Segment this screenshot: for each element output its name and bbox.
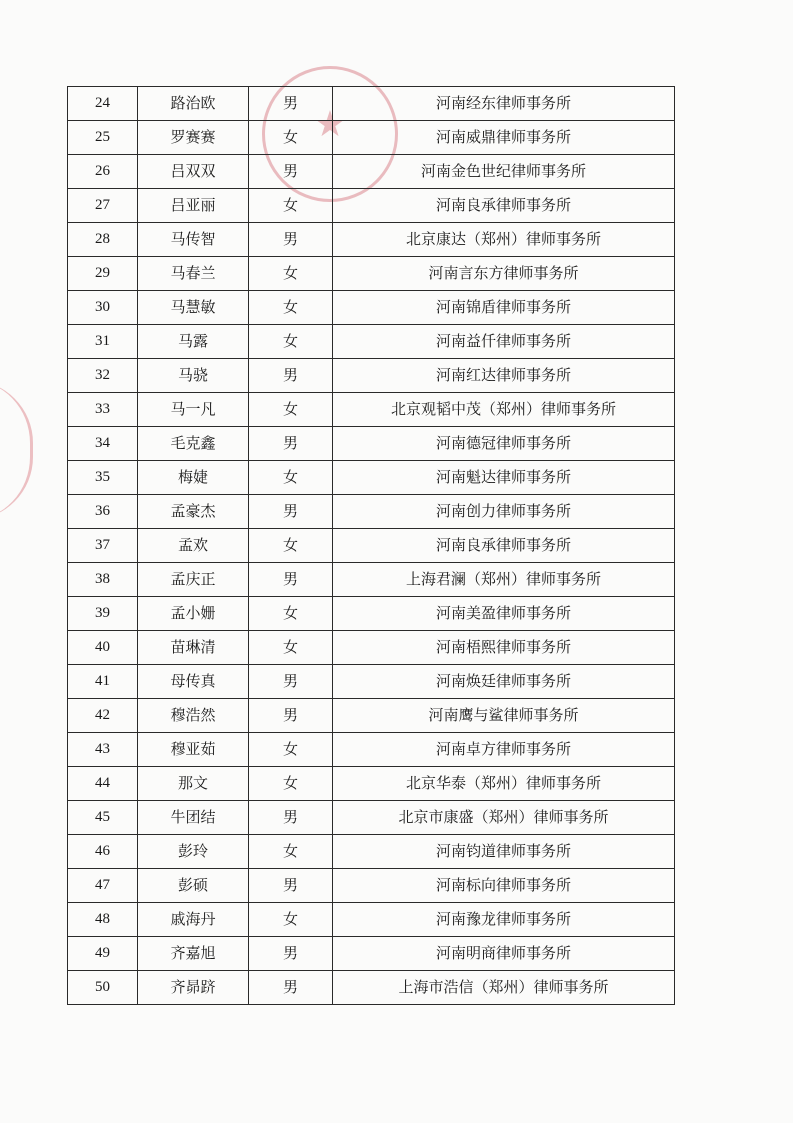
gender-cell: 男 <box>249 427 333 461</box>
row-number-cell: 48 <box>68 903 138 937</box>
table-row <box>68 801 675 835</box>
table-row <box>68 971 675 1005</box>
gender-cell: 男 <box>249 563 333 597</box>
row-number-cell: 42 <box>68 699 138 733</box>
gender-cell: 女 <box>249 631 333 665</box>
name-cell: 穆浩然 <box>138 699 249 733</box>
row-number-cell: 41 <box>68 665 138 699</box>
table-row <box>68 767 675 801</box>
name-cell: 彭玲 <box>138 835 249 869</box>
name-cell: 吕双双 <box>138 155 249 189</box>
law-firm-cell: 河南锦盾律师事务所 <box>333 291 675 325</box>
name-cell: 戚海丹 <box>138 903 249 937</box>
gender-cell: 男 <box>249 801 333 835</box>
table-row <box>68 529 675 563</box>
name-cell: 马慧敏 <box>138 291 249 325</box>
gender-cell: 男 <box>249 87 333 121</box>
law-firm-cell: 河南德冠律师事务所 <box>333 427 675 461</box>
name-cell: 孟豪杰 <box>138 495 249 529</box>
law-firm-cell: 北京康达（郑州）律师事务所 <box>333 223 675 257</box>
gender-cell: 女 <box>249 597 333 631</box>
name-cell: 马露 <box>138 325 249 359</box>
gender-cell: 女 <box>249 903 333 937</box>
gender-cell: 男 <box>249 359 333 393</box>
row-number-cell: 46 <box>68 835 138 869</box>
table-row <box>68 869 675 903</box>
name-cell: 穆亚茹 <box>138 733 249 767</box>
name-cell: 齐昴跻 <box>138 971 249 1005</box>
edge-seal-stamp <box>0 380 33 520</box>
table-row <box>68 393 675 427</box>
table-row <box>68 427 675 461</box>
law-firm-cell: 河南卓方律师事务所 <box>333 733 675 767</box>
row-number-cell: 24 <box>68 87 138 121</box>
row-number-cell: 29 <box>68 257 138 291</box>
table-row <box>68 903 675 937</box>
gender-cell: 男 <box>249 155 333 189</box>
row-number-cell: 31 <box>68 325 138 359</box>
table-row <box>68 461 675 495</box>
row-number-cell: 35 <box>68 461 138 495</box>
law-firm-cell: 河南魁达律师事务所 <box>333 461 675 495</box>
name-cell: 苗琳清 <box>138 631 249 665</box>
gender-cell: 女 <box>249 393 333 427</box>
gender-cell: 女 <box>249 461 333 495</box>
name-cell: 孟欢 <box>138 529 249 563</box>
seal-star-icon: ★ <box>313 104 347 145</box>
name-cell: 马传智 <box>138 223 249 257</box>
table-row <box>68 257 675 291</box>
gender-cell: 男 <box>249 937 333 971</box>
gender-cell: 男 <box>249 869 333 903</box>
row-number-cell: 25 <box>68 121 138 155</box>
row-number-cell: 30 <box>68 291 138 325</box>
law-firm-cell: 河南鹰与鲨律师事务所 <box>333 699 675 733</box>
table-row <box>68 87 675 121</box>
law-firm-cell: 河南红达律师事务所 <box>333 359 675 393</box>
law-firm-cell: 北京市康盛（郑州）律师事务所 <box>333 801 675 835</box>
law-firm-cell: 河南良承律师事务所 <box>333 189 675 223</box>
row-number-cell: 26 <box>68 155 138 189</box>
row-number-cell: 44 <box>68 767 138 801</box>
law-firm-cell: 河南金色世纪律师事务所 <box>333 155 675 189</box>
row-number-cell: 36 <box>68 495 138 529</box>
name-cell: 母传真 <box>138 665 249 699</box>
table-row <box>68 665 675 699</box>
row-number-cell: 27 <box>68 189 138 223</box>
row-number-cell: 37 <box>68 529 138 563</box>
name-cell: 齐嘉旭 <box>138 937 249 971</box>
gender-cell: 女 <box>249 257 333 291</box>
law-firm-cell: 河南焕廷律师事务所 <box>333 665 675 699</box>
gender-cell: 女 <box>249 189 333 223</box>
law-firm-cell: 河南言东方律师事务所 <box>333 257 675 291</box>
row-number-cell: 47 <box>68 869 138 903</box>
row-number-cell: 33 <box>68 393 138 427</box>
law-firm-cell: 河南梧熙律师事务所 <box>333 631 675 665</box>
row-number-cell: 49 <box>68 937 138 971</box>
gender-cell: 女 <box>249 325 333 359</box>
name-cell: 孟小姗 <box>138 597 249 631</box>
gender-cell: 男 <box>249 223 333 257</box>
name-cell: 孟庆正 <box>138 563 249 597</box>
table-row <box>68 155 675 189</box>
law-firm-cell: 河南标向律师事务所 <box>333 869 675 903</box>
row-number-cell: 43 <box>68 733 138 767</box>
table-row <box>68 291 675 325</box>
gender-cell: 女 <box>249 529 333 563</box>
table-row <box>68 733 675 767</box>
row-number-cell: 38 <box>68 563 138 597</box>
table-row <box>68 563 675 597</box>
roster-body <box>68 87 675 1005</box>
law-firm-cell: 北京华泰（郑州）律师事务所 <box>333 767 675 801</box>
name-cell: 牛团结 <box>138 801 249 835</box>
law-firm-cell: 河南经东律师事务所 <box>333 87 675 121</box>
row-number-cell: 40 <box>68 631 138 665</box>
law-firm-cell: 河南创力律师事务所 <box>333 495 675 529</box>
table-row <box>68 325 675 359</box>
name-cell: 毛克鑫 <box>138 427 249 461</box>
gender-cell: 女 <box>249 291 333 325</box>
row-number-cell: 45 <box>68 801 138 835</box>
law-firm-cell: 河南益仟律师事务所 <box>333 325 675 359</box>
name-cell: 罗赛赛 <box>138 121 249 155</box>
table-row <box>68 631 675 665</box>
law-firm-cell: 河南美盈律师事务所 <box>333 597 675 631</box>
gender-cell: 男 <box>249 699 333 733</box>
row-number-cell: 28 <box>68 223 138 257</box>
law-firm-cell: 上海市浩信（郑州）律师事务所 <box>333 971 675 1005</box>
row-number-cell: 39 <box>68 597 138 631</box>
name-cell: 马一凡 <box>138 393 249 427</box>
law-firm-cell: 河南明商律师事务所 <box>333 937 675 971</box>
table-row <box>68 359 675 393</box>
gender-cell: 男 <box>249 971 333 1005</box>
lawyer-roster-table <box>67 86 675 1005</box>
name-cell: 梅婕 <box>138 461 249 495</box>
row-number-cell: 32 <box>68 359 138 393</box>
table-row <box>68 597 675 631</box>
name-cell: 吕亚丽 <box>138 189 249 223</box>
name-cell: 马春兰 <box>138 257 249 291</box>
name-cell: 路治欧 <box>138 87 249 121</box>
law-firm-cell: 河南豫龙律师事务所 <box>333 903 675 937</box>
gender-cell: 男 <box>249 665 333 699</box>
gender-cell: 女 <box>249 733 333 767</box>
law-firm-cell: 北京观韬中茂（郑州）律师事务所 <box>333 393 675 427</box>
table-row <box>68 189 675 223</box>
gender-cell: 女 <box>249 767 333 801</box>
table-row <box>68 937 675 971</box>
table-row <box>68 699 675 733</box>
name-cell: 马骁 <box>138 359 249 393</box>
name-cell: 彭硕 <box>138 869 249 903</box>
table-row <box>68 223 675 257</box>
gender-cell: 女 <box>249 835 333 869</box>
row-number-cell: 50 <box>68 971 138 1005</box>
law-firm-cell: 河南良承律师事务所 <box>333 529 675 563</box>
row-number-cell: 34 <box>68 427 138 461</box>
law-firm-cell: 上海君澜（郑州）律师事务所 <box>333 563 675 597</box>
gender-cell: 女 <box>249 121 333 155</box>
table-row <box>68 835 675 869</box>
table-row <box>68 121 675 155</box>
law-firm-cell: 河南威鼎律师事务所 <box>333 121 675 155</box>
name-cell: 那文 <box>138 767 249 801</box>
table-row <box>68 495 675 529</box>
gender-cell: 男 <box>249 495 333 529</box>
law-firm-cell: 河南钧道律师事务所 <box>333 835 675 869</box>
